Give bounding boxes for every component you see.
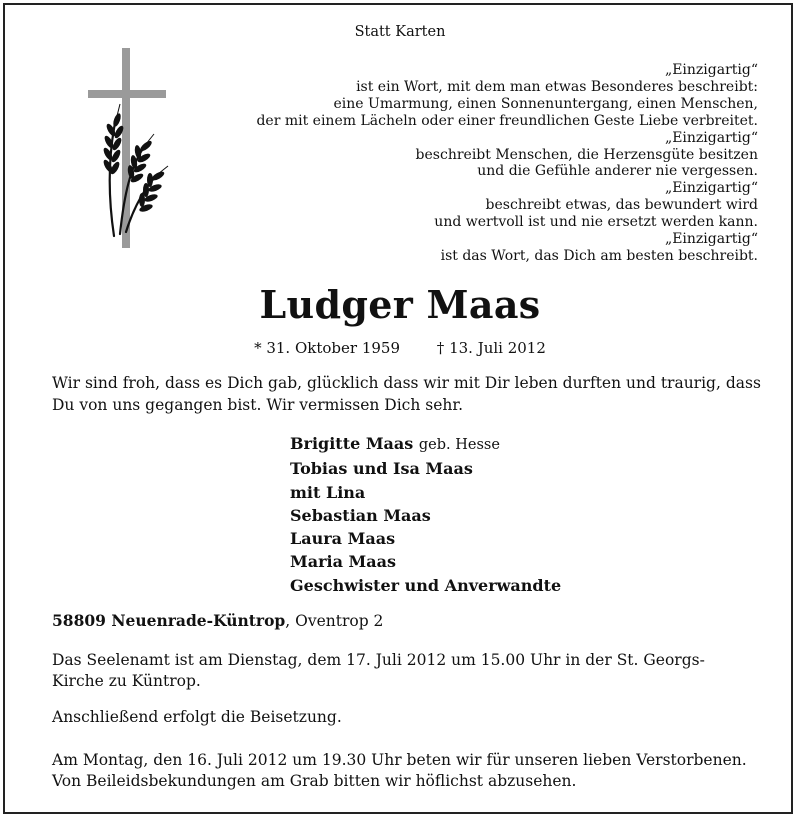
- family-member: [290, 432, 561, 457]
- deceased-name: Ludger Maas: [259, 282, 541, 327]
- family-member-name: Brigitte Maas: [290, 434, 414, 453]
- poem-line: und die Gefühle anderer nie vergessen.: [477, 163, 758, 180]
- prayer-line: Von Beileidsbekundungen am Grab bitten wir höflichst abzusehen.: [52, 772, 577, 790]
- cross-with-wheat-icon: [84, 46, 174, 251]
- family-member: Geschwister und Anverwandte: [290, 575, 562, 595]
- burial-info: Anschließend erfolgt die Beisetzung.: [52, 708, 342, 726]
- service-info: Das Seelenamt ist am Dienstag, dem 17. Juli 2012 um 15.00 Uhr in der St. Georgs-Kirche zu Küntrop.: [52, 651, 705, 690]
- birth-date: * 31. Oktober 1959: [254, 339, 401, 357]
- poem-line: „Einzigartig“: [664, 62, 758, 78]
- poem-line: und wertvoll ist und nie ersetzt werden kann.: [434, 214, 758, 231]
- family-member: mit Lina: [290, 482, 366, 502]
- family-member-note: geb. Hesse: [418, 437, 500, 453]
- family-member: Laura Maas: [290, 529, 396, 549]
- death-date: † 13. Juli 2012: [436, 339, 546, 357]
- poem-line: beschreibt etwas, das bewundert wird: [485, 197, 758, 214]
- poem-line: der mit einem Lächeln oder einer freundlichen Geste Liebe verbreitet.: [256, 112, 758, 129]
- poem-line: ist ein Wort, mit dem man etwas Besonderes beschreibt:: [356, 78, 758, 95]
- family-member: Sebastian Maas: [290, 505, 431, 525]
- poem-line: eine Umarmung, einen Sonnenuntergang, einen Menschen,: [333, 95, 758, 112]
- address-street: , Oventrop 2: [285, 612, 384, 630]
- poem-line: ist das Wort, das Dich am besten beschreibt.: [440, 247, 758, 264]
- intro-text: Wir sind froh, dass es Dich gab, glücklich dass wir mit Dir leben durften und traurig, dass Du von uns gegangen bist. Wir vermissen Dich sehr.: [52, 374, 761, 414]
- prayer-info: [52, 750, 752, 792]
- poem-line: „Einzigartig“: [664, 180, 758, 197]
- poem-line: beschreibt Menschen, die Herzensgüte besitzen: [415, 146, 758, 163]
- life-dates: [0, 339, 800, 357]
- family-list: [290, 432, 561, 597]
- address-city: 58809 Neuenrade-Küntrop: [52, 611, 286, 630]
- address: [52, 611, 383, 630]
- prayer-line: Am Montag, den 16. Juli 2012 um 19.30 Uhr beten wir für unseren lieben Verstorbenen.: [52, 751, 747, 769]
- poem: [198, 62, 758, 265]
- poem-line: „Einzigartig“: [664, 231, 758, 248]
- family-member: Maria Maas: [290, 552, 396, 572]
- poem-line: „Einzigartig“: [664, 129, 758, 146]
- family-member: Tobias und Isa Maas: [290, 459, 473, 479]
- header-title: Statt Karten: [354, 24, 446, 40]
